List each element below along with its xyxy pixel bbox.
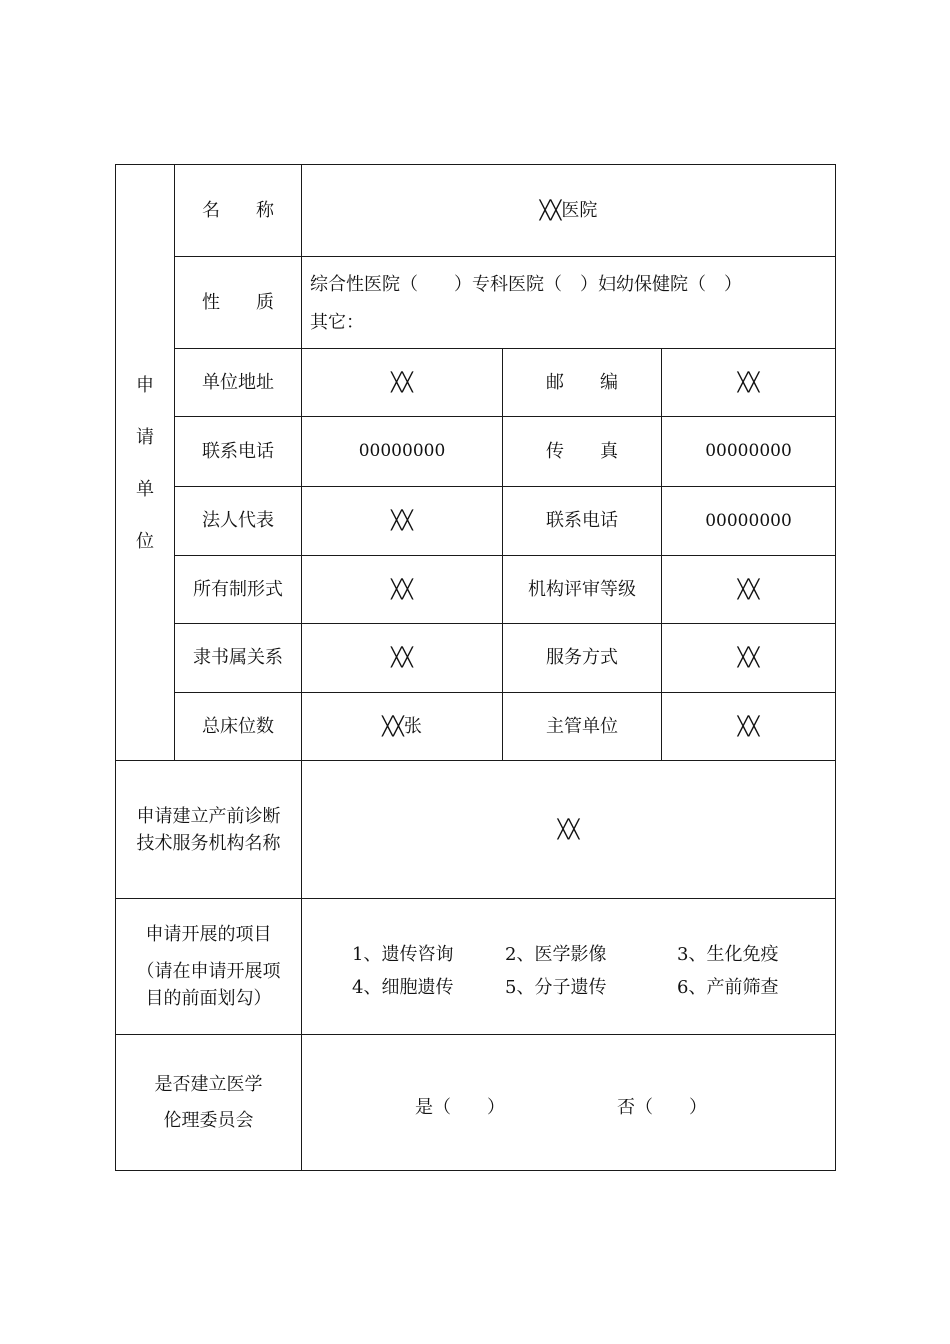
phone-label: 联系电话 <box>202 440 274 462</box>
address-value: ╳╳ <box>391 371 413 393</box>
institution-label <box>116 761 301 898</box>
projects-label-line-3: 目的前面划勾） <box>145 988 272 1009</box>
ethics-label-line-2: 伦理委员会 <box>163 1109 254 1131</box>
contact-phone-label: 联系电话 <box>546 510 618 532</box>
applicant-unit-char: 申 <box>136 375 154 396</box>
postcode-value: ╳╳ <box>737 371 760 393</box>
institution-value: ╳╳ <box>557 818 580 840</box>
project-item: 4、细胞遗传 <box>352 977 454 998</box>
supervisor-value: ╳╳ <box>737 715 760 737</box>
ethics-no-option[interactable]: 否（ ） <box>617 1097 707 1118</box>
contact-phone-value: 00000000 <box>705 510 792 531</box>
project-item: 2、医学影像 <box>505 944 607 965</box>
service-mode-value: ╳╳ <box>737 647 760 669</box>
project-item: 6、产前筛查 <box>677 977 779 998</box>
legal-rep-value: ╳╳ <box>391 510 413 532</box>
affiliation-label: 隶书属关系 <box>193 647 283 669</box>
institution-label-line-2: 技术服务机构名称 <box>136 832 281 854</box>
beds-value: ╳╳张 <box>382 715 422 737</box>
service-mode-label: 服务方式 <box>546 647 618 669</box>
nature-label: 性 质 <box>202 291 274 313</box>
fax-label: 传 真 <box>546 440 618 462</box>
review-level-label: 机构评审等级 <box>528 578 636 600</box>
nature-line-2: 其它： <box>310 312 364 333</box>
ownership-value: ╳╳ <box>391 578 413 600</box>
name-label: 名 称 <box>202 199 274 221</box>
applicant-unit-label <box>116 362 174 570</box>
ethics-label <box>116 1035 301 1170</box>
project-item: 5、分子遗传 <box>505 977 607 998</box>
address-label: 单位地址 <box>202 371 274 393</box>
applicant-unit-char: 请 <box>136 427 154 448</box>
supervisor-label: 主管单位 <box>546 715 618 737</box>
nature-line-1: 综合性医院（ ）专科医院（ ）妇幼保健院（ ） <box>310 274 742 295</box>
projects-label <box>116 899 301 1034</box>
phone-value: 00000000 <box>358 441 446 462</box>
review-level-value: ╳╳ <box>737 578 760 600</box>
project-item: 3、生化免疫 <box>677 944 779 965</box>
legal-rep-label: 法人代表 <box>202 510 274 532</box>
affiliation-value: ╳╳ <box>391 647 413 669</box>
nature-options <box>310 266 742 342</box>
institution-label-line-1: 申请建立产前诊断 <box>136 805 281 827</box>
applicant-unit-char: 单 <box>136 479 154 500</box>
projects-label-line-2: （请在申请开展项 <box>136 961 281 982</box>
beds-label: 总床位数 <box>202 715 274 737</box>
projects-label-line-1: 申请开展的项目 <box>145 924 272 945</box>
applicant-unit-char: 位 <box>136 531 154 552</box>
table-border-right <box>835 164 836 1171</box>
name-value: ╳╳医院 <box>539 199 598 221</box>
fax-value: 00000000 <box>705 441 792 462</box>
table-border-bottom <box>115 1170 836 1171</box>
ownership-label: 所有制形式 <box>193 578 283 600</box>
postcode-label: 邮 编 <box>546 371 618 393</box>
ethics-yes-option[interactable]: 是（ ） <box>415 1097 505 1118</box>
project-item: 1、遗传咨询 <box>352 944 454 965</box>
ethics-label-line-1: 是否建立医学 <box>154 1073 263 1095</box>
